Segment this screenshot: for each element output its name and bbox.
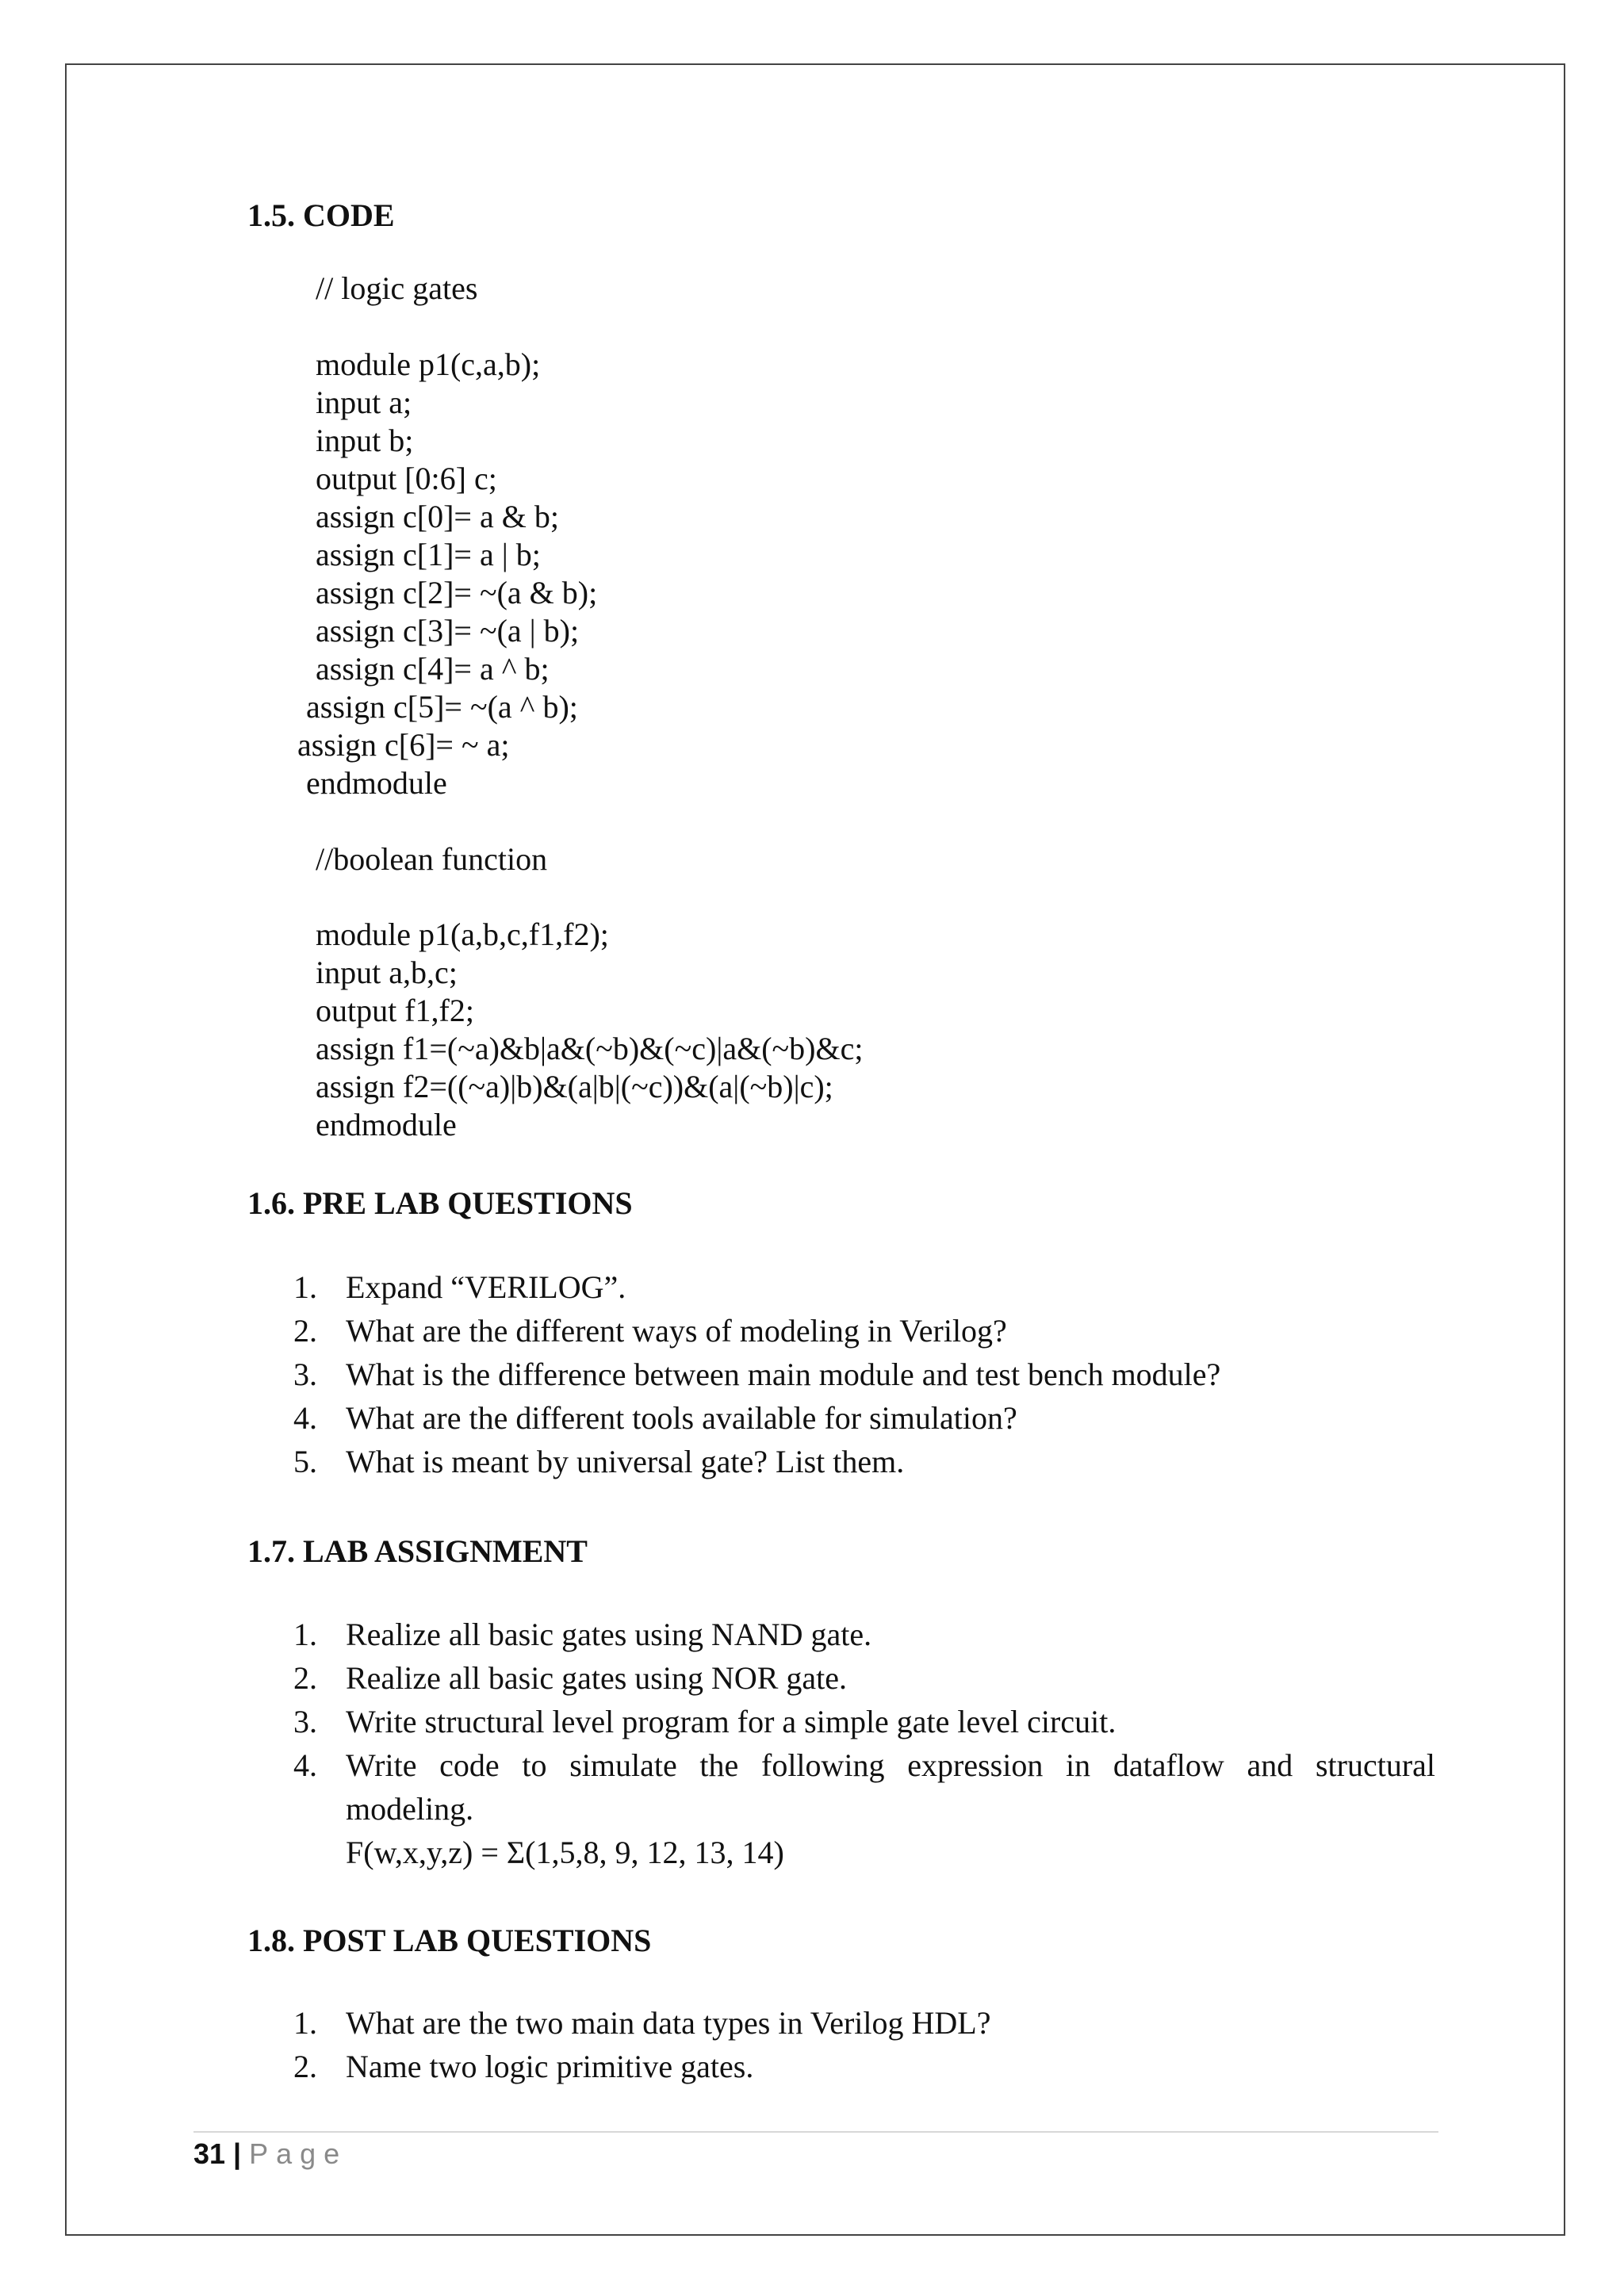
list-text: What are the two main data types in Verilog HDL? <box>346 2005 991 2041</box>
section-heading-pre-lab: 1.6. PRE LAB QUESTIONS <box>247 1185 633 1221</box>
list-item <box>293 2001 1435 2045</box>
code-line: output f1,f2; <box>316 993 474 1028</box>
lab-assignment-list <box>293 1613 1435 1874</box>
list-item <box>293 2045 1435 2088</box>
code-line: module p1(c,a,b); <box>316 346 541 382</box>
code-line: endmodule <box>316 1107 457 1142</box>
list-item <box>293 1309 1435 1353</box>
post-lab-question-list <box>293 2001 1435 2088</box>
list-number: 1. <box>293 2005 317 2041</box>
list-text: Write structural level program for a simple gate level circuit. <box>346 1704 1116 1739</box>
list-item <box>293 1440 1435 1483</box>
list-number: 3. <box>293 1704 317 1739</box>
list-text: Write code to simulate the following expression in dataflow and structural <box>346 1747 1435 1783</box>
list-number: 1. <box>293 1269 317 1305</box>
code-line: input a; <box>316 385 412 420</box>
code-line: assign c[6]= ~ a; <box>297 727 510 763</box>
list-text: What are the different ways of modeling in Verilog? <box>346 1313 1007 1349</box>
code-line: input a,b,c; <box>316 955 458 990</box>
list-number: 3. <box>293 1357 317 1392</box>
code-comment-boolean-function: //boolean function <box>316 841 548 877</box>
page-number: 31 <box>193 2137 226 2170</box>
code-line: assign c[2]= ~(a & b); <box>316 575 598 610</box>
code-line: assign c[5]= ~(a ^ b); <box>306 689 578 725</box>
code-line: assign c[4]= a ^ b; <box>316 651 550 687</box>
code-line: endmodule <box>306 765 447 801</box>
code-line: output [0:6] c; <box>316 461 497 496</box>
list-number: 4. <box>293 1400 317 1436</box>
code-line: assign f1=(~a)&b|a&(~b)&(~c)|a&(~b)&c; <box>316 1031 864 1066</box>
list-number: 4. <box>293 1747 317 1783</box>
page-footer <box>193 2136 347 2172</box>
code-line: assign c[1]= a | b; <box>316 537 541 572</box>
list-item <box>293 1353 1435 1396</box>
section-heading-lab-assignment: 1.7. LAB ASSIGNMENT <box>247 1533 588 1569</box>
code-line: module p1(a,b,c,f1,f2); <box>316 916 609 952</box>
code-line: input b; <box>316 423 414 458</box>
list-number: 1. <box>293 1617 317 1652</box>
code-line: assign c[3]= ~(a | b); <box>316 613 580 649</box>
list-text: What is meant by universal gate? List them. <box>346 1444 905 1479</box>
list-text: What are the different tools available for simulation? <box>346 1400 1017 1436</box>
list-text: What is the difference between main module and test bench module? <box>346 1357 1221 1392</box>
list-text: Expand “VERILOG”. <box>346 1269 626 1305</box>
page-label: Page <box>249 2137 348 2170</box>
footer-divider <box>193 2131 1438 2133</box>
list-item <box>293 1656 1435 1700</box>
list-text: Name two logic primitive gates. <box>346 2049 754 2084</box>
code-comment-logic-gates: // logic gates <box>316 270 478 306</box>
list-number: 2. <box>293 1313 317 1349</box>
list-item <box>293 1613 1435 1656</box>
pre-lab-question-list <box>293 1265 1435 1483</box>
list-text-continuation: modeling. <box>346 1791 474 1827</box>
code-line: assign f2=((~a)|b)&(a|b|(~c))&(a|(~b)|c); <box>316 1069 833 1104</box>
code-line: assign c[0]= a & b; <box>316 499 559 534</box>
section-heading-post-lab: 1.8. POST LAB QUESTIONS <box>247 1923 652 1958</box>
list-number: 5. <box>293 1444 317 1479</box>
list-item <box>293 1265 1435 1309</box>
footer-separator: | <box>233 2137 242 2170</box>
list-text: Realize all basic gates using NAND gate. <box>346 1617 872 1652</box>
list-item <box>293 1743 1435 1874</box>
list-number: 2. <box>293 2049 317 2084</box>
list-item <box>293 1396 1435 1440</box>
list-text: Realize all basic gates using NOR gate. <box>346 1660 848 1696</box>
page-border <box>65 63 1565 2236</box>
section-heading-code: 1.5. CODE <box>247 197 395 233</box>
list-item <box>293 1700 1435 1743</box>
list-number: 2. <box>293 1660 317 1696</box>
boolean-expression: F(w,x,y,z) = Σ(1,5,8, 9, 12, 13, 14) <box>346 1835 784 1870</box>
